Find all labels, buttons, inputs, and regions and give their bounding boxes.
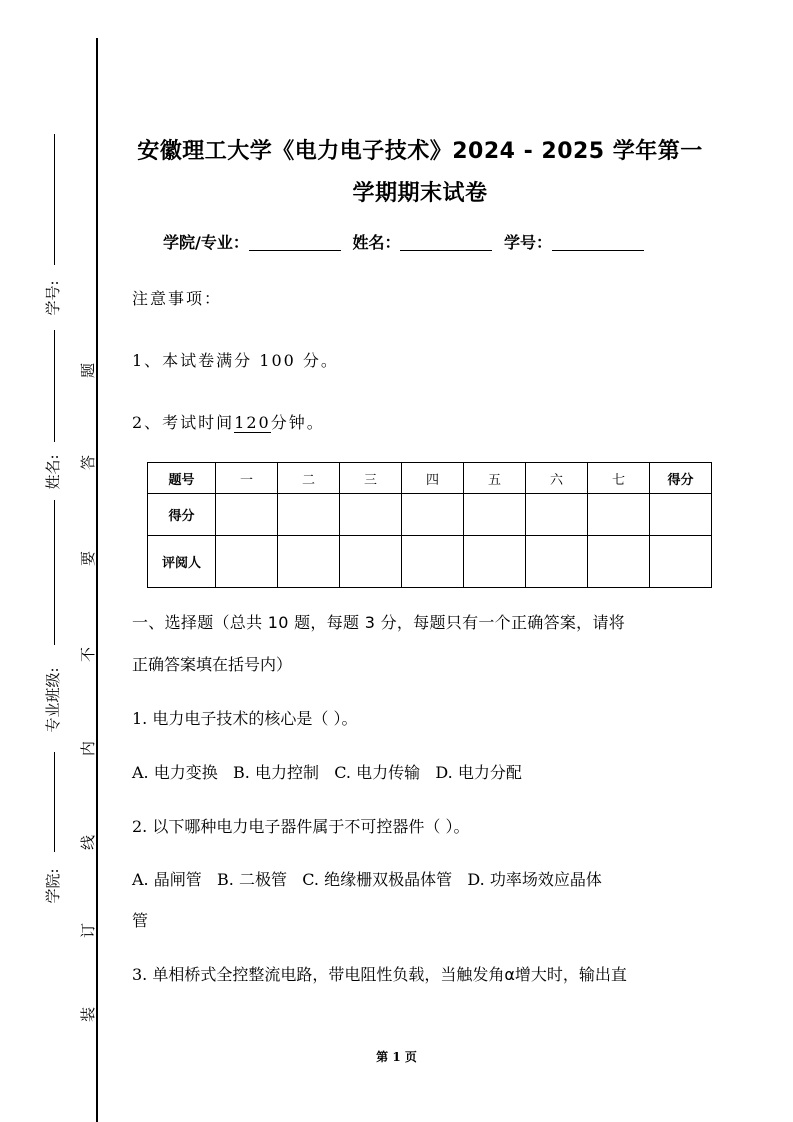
exam-title-line1: 安徽理工大学《电力电子技术》2024 - 2025 学年第一 — [137, 139, 703, 164]
option-key: A. — [132, 763, 149, 782]
option-text: 功率场效应晶体 — [489, 870, 602, 889]
section1-heading-line2: 正确答案填在括号内） — [132, 655, 293, 674]
option-key: A. — [132, 870, 149, 889]
exam-title-line2: 学期期末试卷 — [352, 181, 488, 206]
score-cell[interactable] — [650, 494, 712, 536]
score-table-header-row — [148, 463, 712, 494]
seal-char-ding: 订 — [79, 922, 98, 939]
header-cell-7: 七 — [588, 463, 650, 494]
header-cell-3: 三 — [340, 463, 402, 494]
seal-char-zhuang: 装 — [79, 1006, 98, 1023]
seal-char-bu: 不 — [79, 646, 98, 663]
row-label-score: 得分 — [148, 494, 216, 536]
margin-label-student-id: 学号: — [44, 280, 62, 316]
question-2-options — [132, 867, 602, 890]
seal-char-da: 答 — [79, 454, 98, 471]
page-number: 第 1 页 — [376, 1050, 417, 1064]
score-cell[interactable] — [402, 494, 464, 536]
section1-heading-line1: 一、选择题（总共 10 题，每题 3 分，每题只有一个正确答案，请将 — [132, 613, 626, 632]
row-label-grader: 评阅人 — [148, 536, 216, 588]
seal-char-nei: 内 — [79, 740, 98, 757]
option-key: D. — [435, 763, 453, 782]
exam-duration-value: 120 — [234, 413, 271, 432]
student-info-line — [163, 230, 644, 253]
header-cell-5: 五 — [464, 463, 526, 494]
question-2-options-wrap: 管 — [132, 911, 149, 930]
grader-cell[interactable] — [216, 536, 278, 588]
option-text: 电力变换 — [153, 763, 218, 782]
score-row — [148, 494, 712, 536]
header-cell-6: 六 — [526, 463, 588, 494]
option-text: 二极管 — [238, 870, 287, 889]
notes-heading: 注意事项： — [132, 289, 223, 308]
grader-cell[interactable] — [402, 536, 464, 588]
option-key: C. — [302, 870, 319, 889]
score-cell[interactable] — [340, 494, 402, 536]
notes-item-2-suffix: 分钟。 — [270, 413, 325, 432]
score-cell[interactable] — [526, 494, 588, 536]
binding-line-outer — [96, 38, 98, 1122]
header-cell-1: 一 — [216, 463, 278, 494]
score-table — [147, 462, 712, 588]
question-text: 以下哪种电力电子器件属于不可控器件（ ）。 — [152, 817, 470, 836]
college-major-label: 学院/专业： — [163, 233, 249, 252]
option-key: C. — [334, 763, 351, 782]
question-text: 单相桥式全控整流电路，带电阻性负载，当触发角α增大时，输出直 — [152, 965, 627, 984]
field-line-zhuanye — [54, 500, 55, 645]
header-cell-question-no: 题号 — [148, 463, 216, 494]
question-1-options — [132, 760, 522, 783]
option-key: B. — [233, 763, 250, 782]
margin-label-major-class: 专业班级: — [44, 667, 62, 733]
student-id-label: 学号： — [504, 233, 553, 252]
question-number: 1. — [132, 709, 148, 728]
grader-cell[interactable] — [650, 536, 712, 588]
grader-cell[interactable] — [340, 536, 402, 588]
option-text: 绝缘栅双极晶体管 — [324, 870, 453, 889]
score-cell[interactable] — [588, 494, 650, 536]
college-major-blank[interactable] — [249, 234, 341, 251]
name-blank[interactable] — [400, 234, 492, 251]
field-line-xuehao — [54, 134, 55, 265]
student-id-blank[interactable] — [552, 234, 644, 251]
option-text: 晶闸管 — [153, 870, 202, 889]
score-cell[interactable] — [464, 494, 526, 536]
question-text: 电力电子技术的核心是（ ）。 — [152, 709, 358, 728]
question-2 — [132, 814, 469, 837]
header-cell-4: 四 — [402, 463, 464, 494]
seal-char-ti: 题 — [79, 362, 98, 379]
option-text: 电力分配 — [457, 763, 522, 782]
name-label: 姓名： — [352, 233, 401, 252]
header-cell-total: 得分 — [650, 463, 712, 494]
option-key: D. — [467, 870, 485, 889]
grader-cell[interactable] — [588, 536, 650, 588]
grader-cell[interactable] — [526, 536, 588, 588]
notes-item-1: 1、本试卷满分 100 分。 — [132, 351, 339, 370]
question-1 — [132, 706, 357, 729]
seal-char-xian: 线 — [79, 834, 98, 851]
grader-cell[interactable] — [278, 536, 340, 588]
score-cell[interactable] — [278, 494, 340, 536]
option-text: 电力传输 — [356, 763, 421, 782]
seal-char-yao: 要 — [79, 550, 98, 567]
header-cell-2: 二 — [278, 463, 340, 494]
score-cell[interactable] — [216, 494, 278, 536]
grader-row — [148, 536, 712, 588]
option-text: 电力控制 — [254, 763, 319, 782]
margin-label-college: 学院: — [44, 868, 62, 904]
grader-cell[interactable] — [464, 536, 526, 588]
margin-label-name: 姓名: — [44, 454, 62, 490]
question-3 — [132, 962, 627, 985]
option-key: B. — [217, 870, 234, 889]
question-number: 2. — [132, 817, 148, 836]
notes-item-2-prefix: 2、考试时间 — [132, 413, 235, 432]
notes-item-2 — [132, 410, 325, 433]
question-number: 3. — [132, 965, 148, 984]
field-line-xingming — [54, 330, 55, 442]
field-line-xueyuan — [54, 752, 55, 852]
